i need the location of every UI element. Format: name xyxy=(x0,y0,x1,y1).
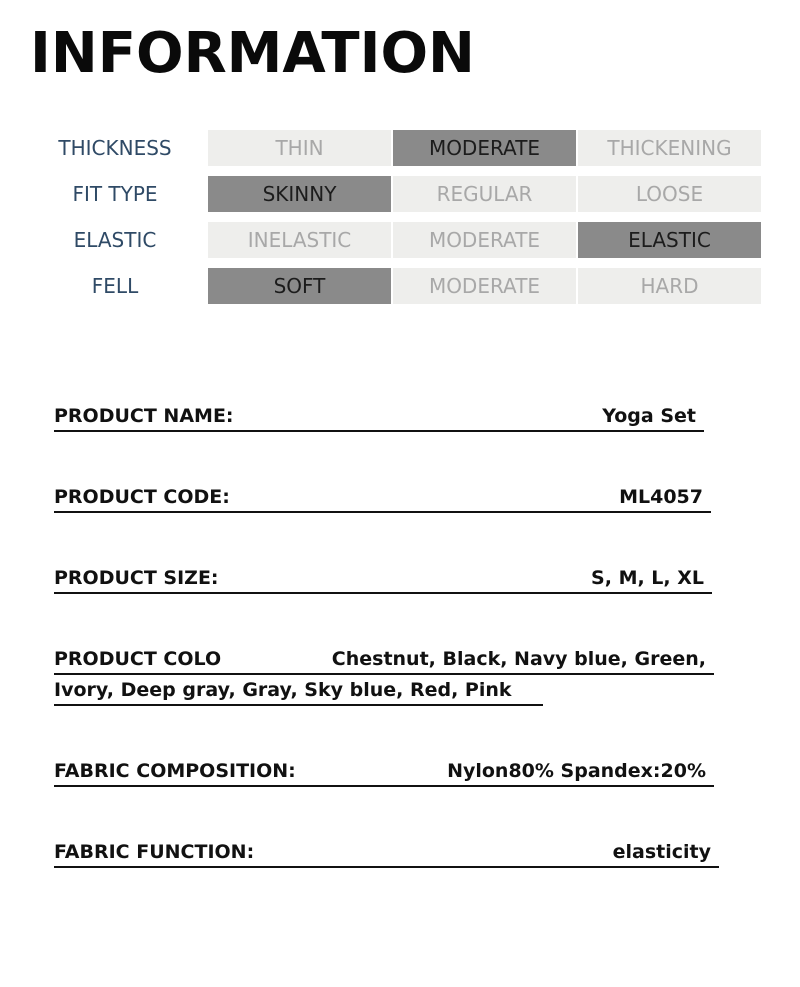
attribute-option: MODERATE xyxy=(393,130,576,166)
attribute-option: THIN xyxy=(208,130,391,166)
attribute-option: SOFT xyxy=(208,268,391,304)
fabric-function-line xyxy=(54,840,719,868)
attribute-option: SKINNY xyxy=(208,176,391,212)
fabric-composition-label: FABRIC COMPOSITION: xyxy=(54,760,296,782)
attribute-row-fit-type xyxy=(0,176,800,212)
product-code-line xyxy=(54,485,711,513)
product-color-line xyxy=(54,647,714,675)
product-size-line xyxy=(54,566,712,594)
attribute-label: ELASTIC xyxy=(73,228,157,252)
attribute-label: FIT TYPE xyxy=(72,182,158,206)
product-code-label: PRODUCT CODE: xyxy=(54,486,230,508)
attribute-option: REGULAR xyxy=(393,176,576,212)
product-name-value: Yoga Set xyxy=(602,405,696,427)
page-title: INFORMATION xyxy=(30,21,475,86)
product-color-value-line1: Chestnut, Black, Navy blue, Green, xyxy=(331,648,706,670)
product-name-label: PRODUCT NAME: xyxy=(54,405,234,427)
product-color-value-line2: Ivory, Deep gray, Gray, Sky blue, Red, Pink xyxy=(54,679,512,701)
fabric-composition-line xyxy=(54,759,714,787)
fabric-composition-value: Nylon80% Spandex:20% xyxy=(447,760,706,782)
attribute-label: THICKNESS xyxy=(58,136,172,160)
attribute-option: INELASTIC xyxy=(208,222,391,258)
fabric-function-label: FABRIC FUNCTION: xyxy=(54,841,255,863)
attribute-option: ELASTIC xyxy=(578,222,761,258)
attribute-row-fell xyxy=(0,268,800,304)
attribute-row-elastic xyxy=(0,222,800,258)
attribute-option: THICKENING xyxy=(578,130,761,166)
attribute-option: LOOSE xyxy=(578,176,761,212)
fabric-function-value: elasticity xyxy=(612,841,711,863)
product-color-line-2 xyxy=(54,678,543,706)
product-code-value: ML4057 xyxy=(619,486,703,508)
attribute-option: MODERATE xyxy=(393,222,576,258)
product-name-line xyxy=(54,404,704,432)
product-size-label: PRODUCT SIZE: xyxy=(54,567,219,589)
attribute-row-thickness xyxy=(0,130,800,166)
attribute-option: HARD xyxy=(578,268,761,304)
attribute-label: FELL xyxy=(91,274,139,298)
attribute-option: MODERATE xyxy=(393,268,576,304)
product-color-label: PRODUCT COLO xyxy=(54,648,222,670)
product-size-value: S, M, L, XL xyxy=(591,567,704,589)
